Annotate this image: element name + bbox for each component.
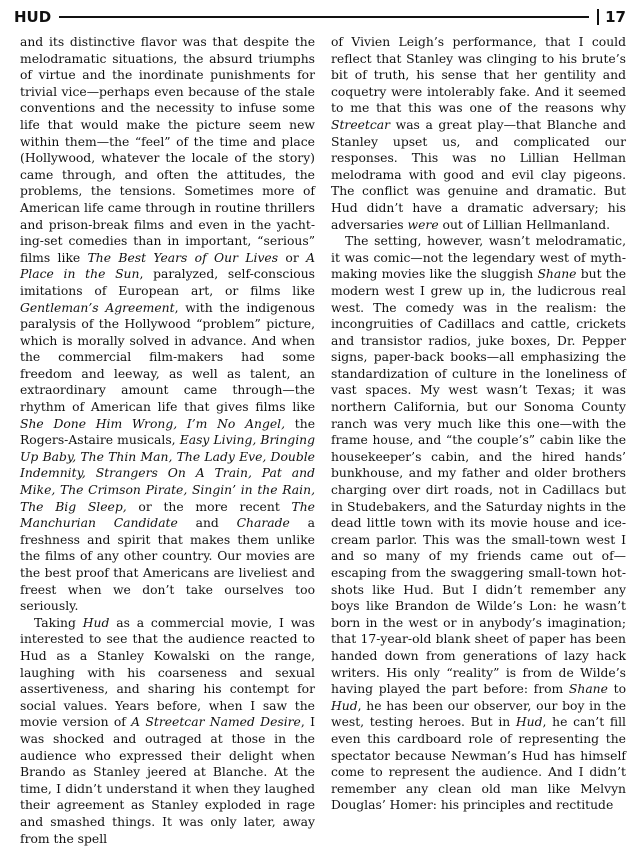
right-column — [331, 34, 627, 813]
page-number: 17 — [605, 8, 626, 26]
italic-title: were — [407, 217, 439, 232]
text-run: or the more recent — [126, 499, 292, 514]
italic-title: Hud — [515, 715, 543, 730]
paragraph — [331, 34, 626, 233]
text-run: , I was shocked and outraged at those in the audience who expressed their delight when Brando as Stanley jeered at Blanche. At the time, I didn’t understand it when they laughed their agreement as Stanley exploded in rage and smashed things. It was only later, away from the spell — [20, 715, 315, 846]
text-run: to — [607, 682, 626, 697]
header-rule — [59, 16, 589, 18]
italic-title: A Place in the Sun — [20, 250, 315, 282]
folio — [597, 8, 626, 26]
left-column — [20, 34, 316, 846]
text-run: The setting, however, wasn’t melodramatic, it was comic—not the legendary west of myth-making movies like the sluggish — [331, 234, 626, 282]
paragraph — [20, 34, 315, 615]
running-header — [14, 4, 626, 30]
paragraph — [20, 615, 315, 847]
text-run: was a great play—that Blanche and Stanley upset us, and complicated our responses. This was no Lillian Hellman melodrama with good and evil clay pigeons. The conflict was genuine and dramatic. But Hud didn’t have a dramatic adversary; his adversaries — [331, 117, 626, 232]
text-columns — [20, 34, 627, 846]
italic-title: Hud — [331, 698, 358, 713]
paragraph — [331, 233, 626, 814]
text-run: , he has been our observer, our boy in the west, testing heroes. But in — [331, 698, 626, 730]
text-run: or — [278, 250, 307, 265]
italic-title: Gentleman’s Agreement — [20, 300, 175, 315]
folio-bar — [597, 9, 599, 25]
italic-title: Hud — [82, 615, 110, 630]
italic-title: Shane — [537, 267, 577, 282]
italic-title: Shane — [568, 682, 608, 697]
text-run: and its distinctive flavor was that despite the melodramatic situations, the absurd triumphs of virtue and the inordinate punishments for trivial vice—perhaps even because of the stale conventions and the necessity to infuse some life that would make the picture seem new within them—the “feel” of the time and place (Hollywood, whatever the locale of the story) came through, and often the attitudes, the problems, the tensions. Sometimes more of American life came through in routine thrillers and prison-break films and even in the yacht-ing-set comedies than in important, “serious” films like — [20, 35, 315, 265]
italic-title: Charade — [236, 516, 290, 531]
text-run: as a commercial movie, I was interested to see that the audience reacted to Hud as a Stanley Kowalski on the range, laughing with his coarseness and sexual assertiveness, and sharing his contempt for social values. Years before, when I saw the movie version of — [20, 615, 315, 730]
running-title: HUD — [14, 8, 52, 26]
text-run: Taking — [34, 615, 83, 630]
text-run: a freshness and spirit that makes them unlike the films of any other country. Our movies are the best proof that Americans are liveliest and freest when we don’t take ourselves too seriously. — [20, 516, 315, 614]
text-run: , he can’t fill even this cardboard role of representing the spectator because Newman’s Hud has himself come to represent the audience. And I didn’t remember any clean old man like Melvyn Douglas’ Homer: his principles and rectitude — [331, 715, 626, 813]
italic-title: A Streetcar Named Desire — [131, 715, 301, 730]
text-run: , paralyzed, self-conscious imitations of European art, or films like — [20, 267, 315, 298]
text-run: the Rogers-Astaire musicals, — [20, 416, 315, 448]
italic-title: Streetcar — [331, 117, 391, 132]
text-run: and — [177, 516, 237, 531]
text-run: of Vivien Leigh’s performance, that I could reflect that Stanley was clinging to his brute’s bit of truth, his sense that her gentility and coquetry were intolerably fake. And it seemed to me that this was one of the reasons why — [331, 35, 626, 116]
text-run: but the modern west I grew up in, the ludicrous real west. The comedy was in the realism: the incongruities of Cadillacs and cattle, crickets and transistor radios, juke boxes, Dr. Pepper signs, paper-back books—all emphasizing the standardization of culture in the loneliness of vast spaces. My west wasn’t Texas; it was northern California, but our Sonoma County ranch was very much like this one—with the frame house, and “the couple’s” cabin like the housekeeper’s cabin, and the hired hands’ bunkhouse, and my father and older brothers charging over dirt roads, not in Cadillacs but in Studebakers, and the Saturday nights in the dead little town with its movie house and ice-cream parlor. This was the small-town west I and so many of my friends came out of—escaping from the swaggering small-town hot-shots like Hud. But I didn’t remember any boys like Brandon de Wilde’s Lon: he wasn’t born in the west or in anybody’s imagination; that 17-year-old blank sheet of paper has been handed down from generations of lazy hack writers. His only “reality” is from de Wilde’s having played the part before: from — [331, 267, 627, 697]
italic-title: The Manchurian Candidate — [20, 499, 315, 531]
italic-title: Easy Living, Bringing Up Baby, The Thin Man, The Lady Eve, Double Indemnity, Strangers On A Train, Pat and Mike, The Crimson Pirate, Singin’ in the Rain, The Big Sleep, — [20, 433, 316, 514]
text-run: , with the indigenous paralysis of the Hollywood “problem” picture, which is morally solved in advance. And when the commercial film-makers had some freedom and leeway, as well as talent, an extraordinary amount came through—the rhythm of American life that gives films like — [20, 300, 315, 415]
text-run: out of Lillian Hellmanland. — [438, 217, 611, 232]
italic-title: She Done Him Wrong, I’m No Angel, — [20, 416, 286, 431]
italic-title: The Best Years of Our Lives — [87, 250, 279, 265]
